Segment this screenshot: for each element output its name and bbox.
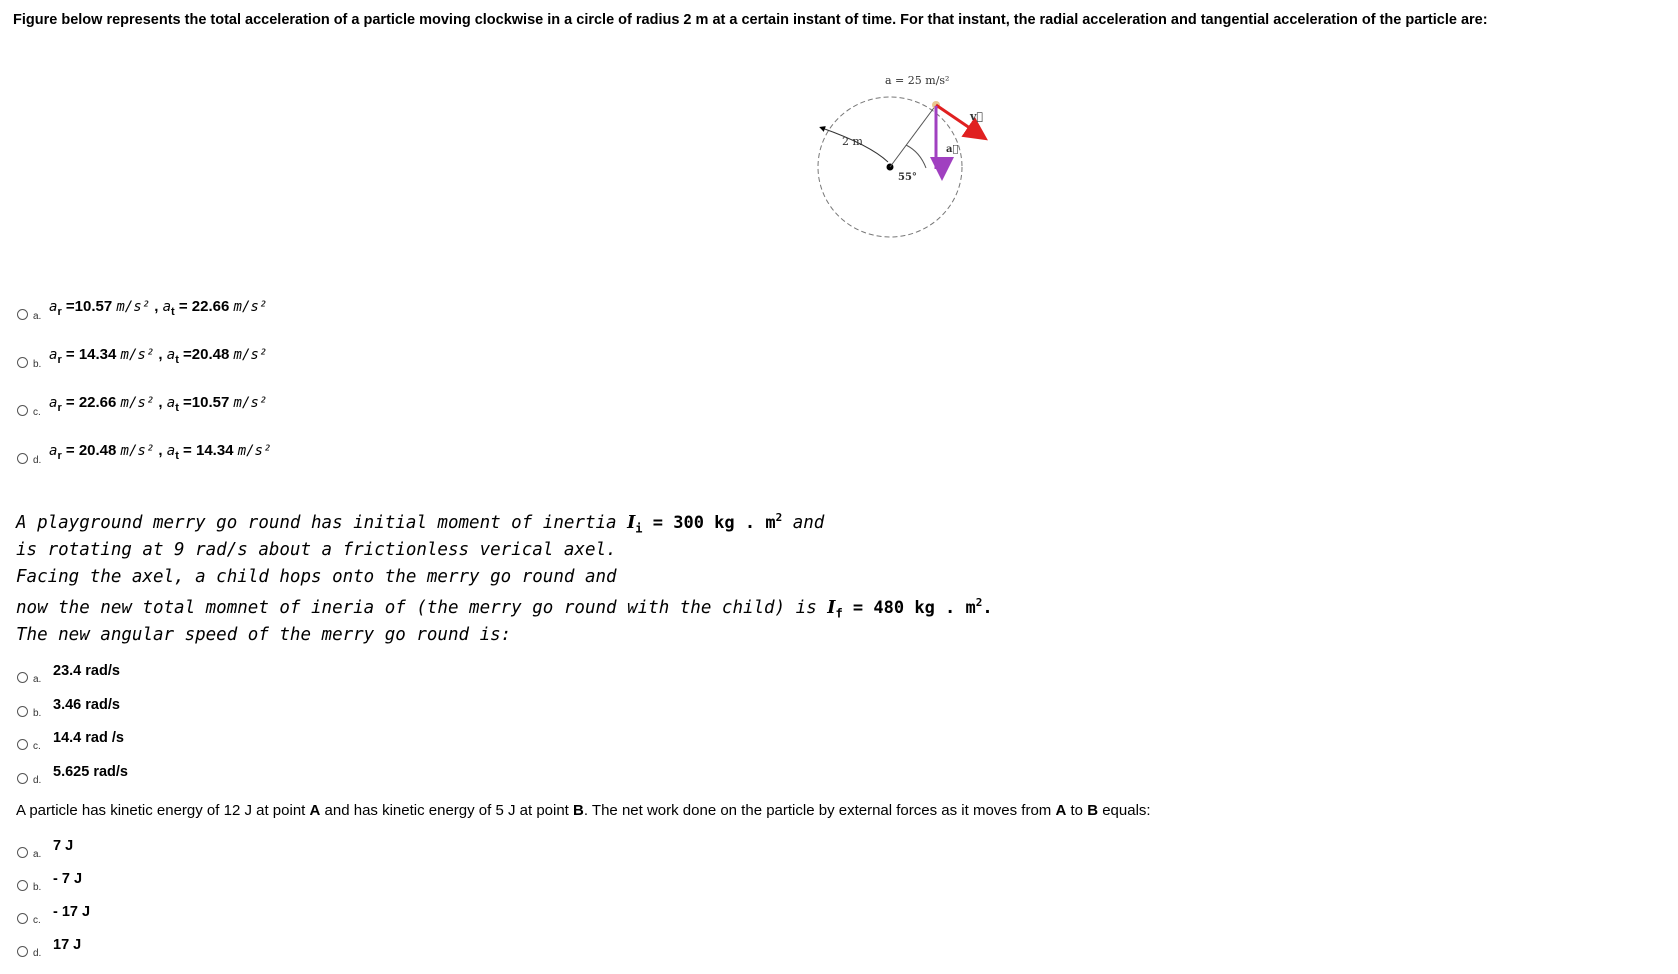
accel-vector-label: a⃗ (946, 144, 959, 155)
radio-button[interactable] (17, 913, 28, 924)
radio-button[interactable] (17, 405, 28, 416)
circle-diagram (800, 70, 1010, 250)
accel-magnitude-label: a = 25 m/s² (885, 74, 950, 87)
radio-button[interactable] (17, 739, 28, 750)
question-1-text: Figure below represents the total acceleration of a particle moving clockwise in a circle of radius 2 m at a certain instant of time. For that instant, the radial acceleration and tangential acceleration of the particle are: (13, 12, 1488, 28)
circular-motion-figure (800, 70, 1010, 250)
radio-button[interactable] (17, 946, 28, 957)
radius-line (890, 105, 936, 167)
radio-button[interactable] (17, 453, 28, 464)
question-3-text: A particle has kinetic energy of 12 J at point A and has kinetic energy of 5 J at point B. The net work done on the particle by external forces as it moves from A to B equals: (16, 802, 1151, 819)
q2-text-line-4: now the new total momnet of ineria of (the merry go round with the child) is $I_f = 480$ kg . $m^2$. (16, 596, 993, 621)
radio-button[interactable] (17, 357, 28, 368)
radio-button[interactable] (17, 706, 28, 717)
q2-text-line-3: Facing the axel, a child hops onto the merry go round and (16, 567, 617, 587)
angle-arc (906, 145, 926, 168)
angle-label: 55° (898, 172, 917, 183)
velocity-label: v⃗ (970, 110, 983, 123)
radio-button[interactable] (17, 773, 28, 784)
q2-text-line-2: is rotating at 9 rad/s about a frictionless verical axel. (16, 540, 617, 560)
radio-button[interactable] (17, 672, 28, 683)
radio-button[interactable] (17, 880, 28, 891)
radio-button[interactable] (17, 847, 28, 858)
q2-text-line-5: The new angular speed of the merry go round is: (16, 625, 512, 645)
radio-button[interactable] (17, 309, 28, 320)
radius-label: 2 m (842, 135, 863, 148)
q2-text-line-1: A playground merry go round has initial moment of inertia $I_i = 300$ kg . $m^2$ and (16, 511, 825, 536)
